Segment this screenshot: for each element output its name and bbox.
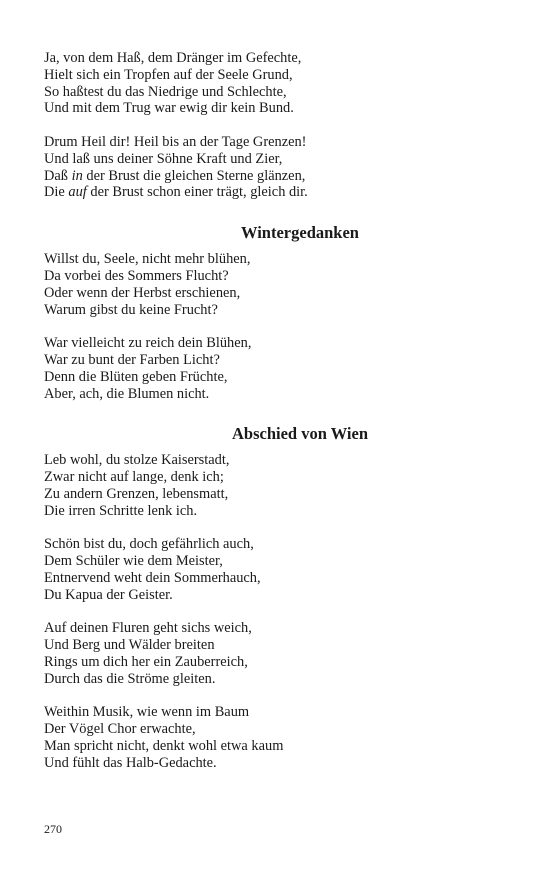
poem-line: Warum gibst du keine Frucht? — [44, 301, 218, 318]
poem-line: Und laß uns deiner Söhne Kraft und Zier, — [44, 150, 283, 167]
poem-line: Aber, ach, die Blumen nicht. — [44, 385, 210, 402]
poem-line: Willst du, Seele, nicht mehr blühen, — [44, 251, 251, 268]
line-text: Daß — [44, 167, 72, 184]
stanza-gap — [44, 604, 514, 621]
book-page-text — [44, 50, 514, 771]
poem-line: Der Vögel Chor erwachte, — [44, 721, 196, 738]
poem-stanza — [44, 50, 514, 117]
poem-line: War vielleicht zu reich dein Blühen, — [44, 335, 252, 352]
poem-line: Denn die Blüten geben Früchte, — [44, 368, 228, 385]
poem-line: Drum Heil dir! Heil bis an der Tage Grenzen! — [44, 133, 307, 150]
stanza-gap — [44, 117, 514, 134]
poem-line: Rings um dich her ein Zauberreich, — [44, 653, 248, 670]
poem-stanza — [44, 620, 514, 687]
stanza-gap — [44, 318, 514, 335]
poem-line: Man spricht nicht, denkt wohl etwa kaum — [44, 737, 284, 754]
page-number: 270 — [44, 822, 62, 836]
poem-line: Dem Schüler wie dem Meister, — [44, 553, 223, 570]
poem-line: Schön bist du, doch gefährlich auch, — [44, 536, 254, 553]
poem-line: War zu bunt der Farben Licht? — [44, 351, 220, 368]
poem-line: So haßtest du das Niedrige und Schlechte, — [44, 83, 287, 100]
poem-line: Da vorbei des Sommers Flucht? — [44, 267, 229, 284]
poem-line: Und mit dem Trug war ewig dir kein Bund. — [44, 100, 294, 117]
poem-line: Du Kapua der Geister. — [44, 586, 173, 603]
poem-line — [44, 184, 514, 201]
poem-line: Oder wenn der Herbst erschienen, — [44, 284, 241, 301]
poem-line — [44, 168, 514, 185]
poem-line: Ja, von dem Haß, dem Dränger im Gefechte, — [44, 50, 302, 66]
line-text: Die — [44, 184, 69, 201]
poem-line: Und fühlt das Halb-Gedachte. — [44, 754, 217, 771]
line-text: der Brust schon einer trägt, gleich dir. — [86, 184, 308, 201]
line-text: der Brust die gleichen Sterne glänzen, — [82, 167, 306, 184]
poem-stanza — [44, 335, 514, 402]
poem-stanza — [44, 536, 514, 603]
italic-word: in — [71, 167, 83, 184]
poem-stanza — [44, 704, 514, 771]
poem-line: Durch das die Ströme gleiten. — [44, 670, 216, 687]
poem-title-wintergedanken: Wintergedanken — [241, 223, 359, 243]
italic-word: auf — [68, 184, 87, 201]
stanza-gap — [44, 688, 514, 705]
poem-stanza — [44, 134, 514, 201]
poem-stanza — [44, 251, 514, 318]
poem-line: Die irren Schritte lenk ich. — [44, 502, 198, 519]
poem-line: Zu andern Grenzen, lebensmatt, — [44, 485, 229, 502]
poem-stanza — [44, 452, 514, 519]
poem-line: Und Berg und Wälder breiten — [44, 637, 215, 654]
poem-line: Entnervend weht dein Sommerhauch, — [44, 569, 261, 586]
poem-line: Hielt sich ein Tropfen auf der Seele Grund, — [44, 66, 293, 83]
poem-line: Auf deinen Fluren geht sichs weich, — [44, 620, 252, 637]
stanza-gap — [44, 520, 514, 537]
poem-title-abschied-von-wien: Abschied von Wien — [231, 424, 368, 444]
poem-line: Leb wohl, du stolze Kaiserstadt, — [44, 452, 230, 469]
poem-line: Weithin Musik, wie wenn im Baum — [44, 704, 250, 721]
poem-line: Zwar nicht auf lange, denk ich; — [44, 469, 224, 486]
